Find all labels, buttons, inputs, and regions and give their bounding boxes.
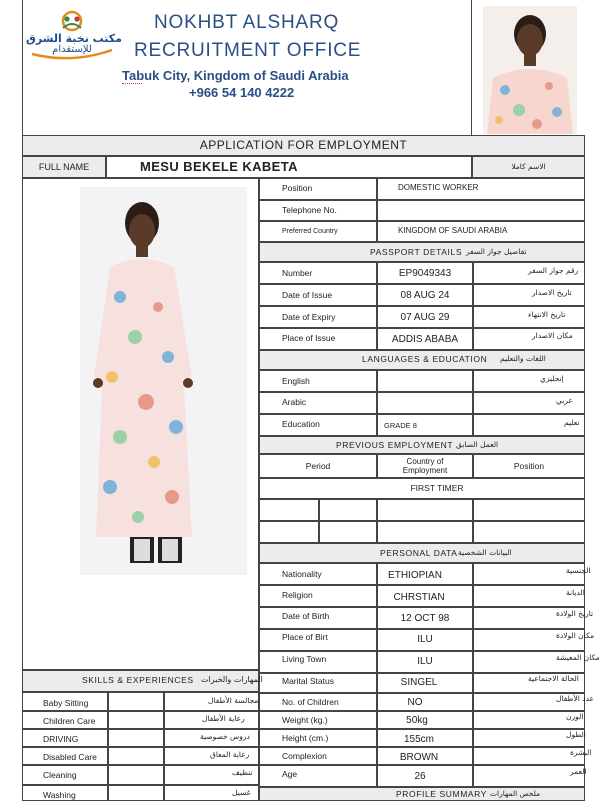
- education-label-ar: تعليم: [564, 418, 580, 427]
- first-timer-note: FIRST TIMER: [410, 483, 464, 493]
- skill-washing-ar: غسيل: [232, 788, 251, 797]
- position-label: Position: [282, 183, 313, 193]
- country-column-header: Country of Employment: [402, 457, 448, 475]
- education-label: Education: [282, 419, 320, 429]
- religion-value: CHRSTIAN: [393, 592, 445, 603]
- position-value: DOMESTIC WORKER: [398, 183, 479, 192]
- skill-driving: DRIVING: [43, 734, 79, 744]
- languages-title: LANGUAGES & EDUCATION: [362, 354, 488, 364]
- complexion-value: BROWN: [399, 752, 439, 763]
- place-of-issue-label: Place of Issue: [282, 333, 336, 343]
- full-name-label: FULL NAME: [38, 162, 90, 172]
- marital-status-value: SINGEL: [400, 677, 438, 688]
- office-name: NOKHBT ALSHARQ: [154, 12, 340, 33]
- date-of-expiry-label: Date of Expiry: [282, 312, 336, 322]
- complexion-label: Complexion: [282, 751, 327, 761]
- date-of-birth-label-ar: تاريخ الولادة: [556, 609, 594, 618]
- living-town-value: ILU: [417, 656, 433, 667]
- living-town-label-ar: مكان المعيشة: [556, 653, 600, 662]
- nationality-label: Nationality: [282, 569, 322, 579]
- nationality-label-ar: الجنسية: [566, 566, 591, 575]
- passport-title: PASSPORT DETAILS: [370, 247, 463, 257]
- skills-title: SKILLS & EXPERIENCES: [82, 675, 194, 685]
- age-label-ar: العمر: [570, 767, 587, 776]
- company-logo: [26, 10, 122, 62]
- spellcheck-underline: [122, 80, 142, 84]
- logo-text-ar-2: للإستقدام: [52, 44, 92, 55]
- date-of-birth-label: Date of Birth: [282, 611, 330, 621]
- profile-summary-title: PROFILE SUMMARY: [396, 789, 488, 799]
- place-of-birth-label: Place of Birt: [282, 632, 328, 642]
- preferred-country-label: Preferred Country: [282, 228, 338, 235]
- education-value: GRADE 8: [384, 421, 417, 430]
- full-name-label-ar: الاسم كاملا: [511, 162, 546, 171]
- place-of-issue-label-ar: مكان الاصدار: [532, 331, 573, 340]
- skill-washing: Washing: [43, 790, 76, 800]
- previous-employment-title: PREVIOUS EMPLOYMENT: [336, 440, 454, 450]
- age-value: 26: [414, 771, 426, 782]
- date-of-expiry-label-ar: تاريخ الانتهاء: [528, 310, 566, 319]
- arabic-label: Arabic: [282, 397, 307, 407]
- arabic-label-ar: عربي: [556, 396, 573, 405]
- place-of-issue-value: ADDIS ABABA: [391, 334, 459, 345]
- age-label: Age: [282, 769, 298, 779]
- telephone-label: Telephone No.: [282, 205, 337, 215]
- office-subtitle: RECRUITMENT OFFICE: [134, 40, 362, 61]
- skill-baby-sitting: Baby Sitting: [43, 698, 89, 708]
- religion-label-ar: الديانة: [566, 588, 585, 597]
- english-label-ar: إنجليزي: [540, 374, 564, 383]
- living-town-label: Living Town: [282, 654, 327, 664]
- period-column-header: Period: [305, 461, 331, 471]
- religion-label: Religion: [282, 590, 313, 600]
- skill-children-care: Children Care: [43, 716, 96, 726]
- personal-data-title-ar: البيانات الشخصية: [458, 548, 512, 557]
- passport-number-label: Number: [282, 268, 313, 278]
- weight-label: Weight (kg.): [282, 715, 328, 725]
- date-of-issue-label-ar: تاريخ الاصدار: [532, 288, 572, 297]
- passport-title-ar: تفاصيل جواز السفر: [466, 247, 527, 256]
- children-label-ar: عدد الأطفال: [556, 694, 594, 703]
- full-body-photo: [80, 187, 247, 575]
- passport-photo: [483, 6, 577, 134]
- languages-title-ar: اللغات والتعليم: [500, 354, 546, 363]
- date-of-expiry-value: 07 AUG 29: [400, 312, 450, 323]
- office-location: Tabuk City, Kingdom of Saudi Arabia: [122, 68, 349, 83]
- children-label: No. of Children: [282, 697, 339, 707]
- marital-status-label: Marital Status: [282, 676, 334, 686]
- place-of-birth-label-ar: مكان الولادة: [556, 631, 595, 640]
- skill-cleaning: Cleaning: [43, 770, 77, 780]
- skill-cleaning-ar: تنظيف: [232, 768, 253, 777]
- passport-number-value: EP9049343: [398, 268, 452, 279]
- date-of-issue-label: Date of Issue: [282, 290, 333, 300]
- office-phone: +966 54 140 4222: [189, 85, 295, 100]
- skill-children-care-ar: رعاية الأطفال: [202, 714, 245, 723]
- height-label: Height (cm.): [282, 733, 329, 743]
- nationality-value: ETHIOPIAN: [388, 570, 442, 581]
- weight-value: 50kg: [406, 715, 428, 726]
- date-of-birth-value: 12 OCT 98: [400, 613, 450, 624]
- logo-text-ar-1: مكتب نخبة الشرق: [26, 32, 122, 45]
- skill-baby-sitting-ar: مجالسة الأطفال: [208, 696, 259, 705]
- skill-disabled-care-ar: رعاية المعاق: [210, 750, 250, 759]
- children-value: NO: [407, 697, 423, 708]
- skills-title-ar: المهارات والخبرات: [201, 675, 263, 684]
- complexion-label-ar: البشرة: [570, 748, 592, 757]
- marital-status-label-ar: الحالة الاجتماعية: [528, 674, 579, 683]
- height-value: 155cm: [403, 734, 434, 745]
- english-label: English: [282, 376, 310, 386]
- passport-number-label-ar: رقم جواز السفر: [528, 266, 579, 275]
- form-title: APPLICATION FOR EMPLOYMENT: [199, 138, 408, 152]
- weight-label-ar: الوزن: [566, 712, 584, 721]
- skill-driving-ar: دروس خصوصية: [200, 732, 250, 741]
- full-name-value: MESU BEKELE KABETA: [140, 159, 298, 174]
- previous-employment-title-ar: العمل السابق: [456, 440, 499, 449]
- position-column-header: Position: [513, 461, 545, 471]
- profile-summary-title-ar: ملخص المهارات: [490, 789, 541, 798]
- date-of-issue-value: 08 AUG 24: [400, 290, 450, 301]
- skill-disabled-care: Disabled Care: [43, 752, 97, 762]
- preferred-country-value: KINGDOM OF SAUDI ARABIA: [398, 226, 508, 235]
- place-of-birth-value: ILU: [417, 634, 433, 645]
- height-label-ar: الطول: [566, 730, 586, 739]
- personal-data-title: PERSONAL DATA: [380, 548, 458, 558]
